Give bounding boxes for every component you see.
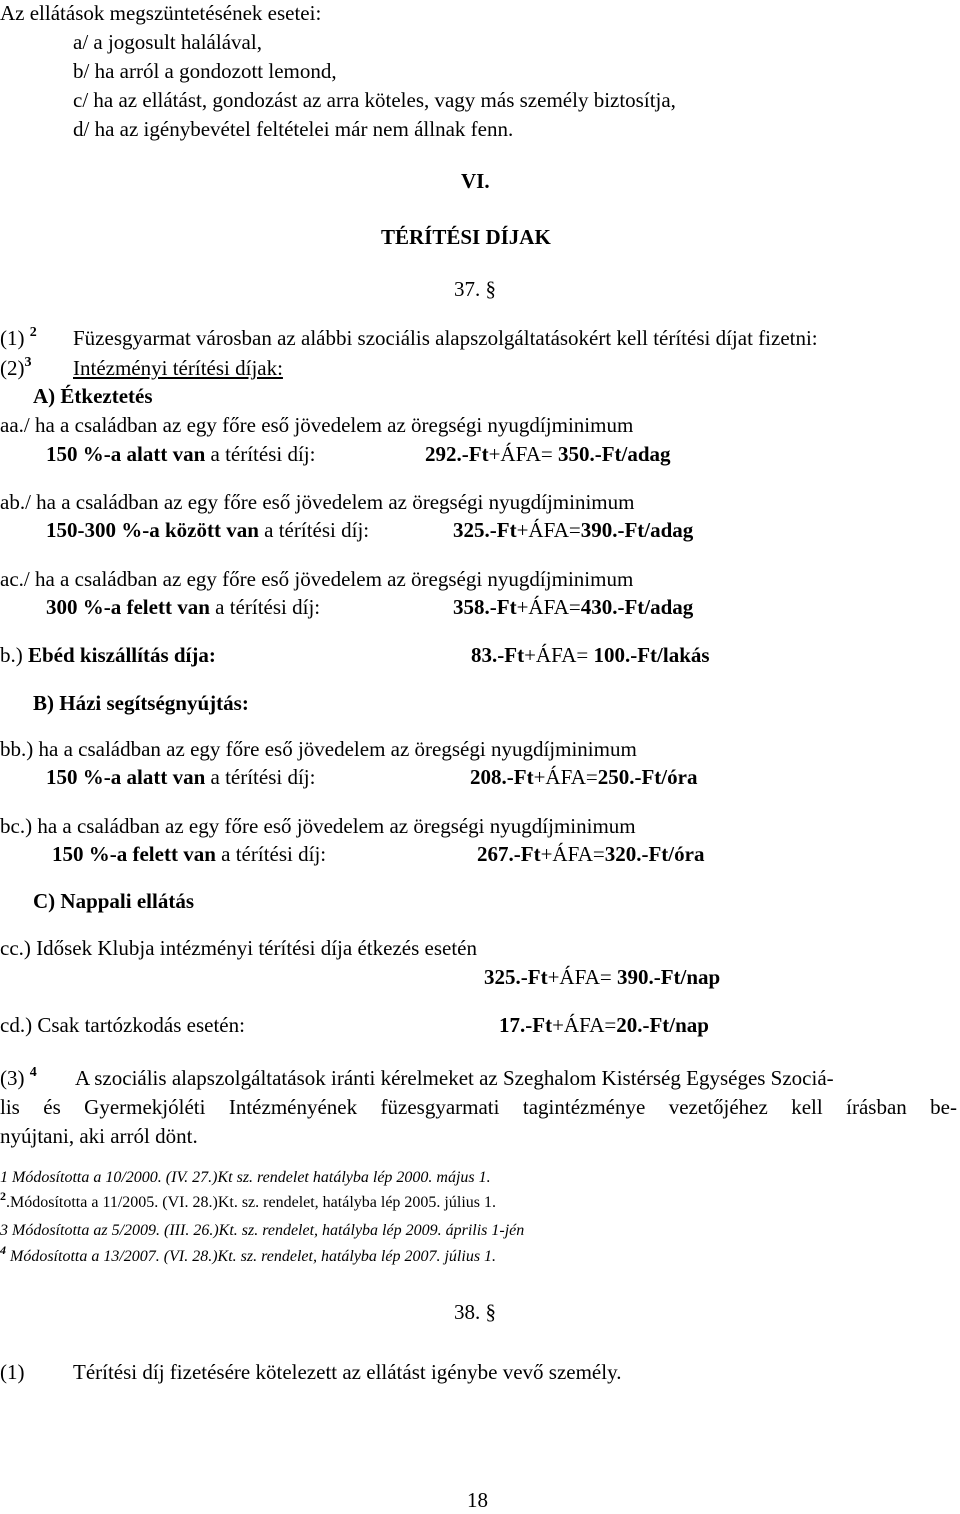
item-b-prefix: b.) — [0, 643, 23, 667]
chapter-number: VI. — [461, 169, 490, 193]
intro-item-c: c/ ha az ellátást, gondozást az arra köteles, vagy más személy biztosítja, — [73, 88, 676, 112]
item-ac-fee-label: a térítési díj: — [209, 595, 321, 619]
item-cd-price-gross: 20.-Ft/nap — [616, 1013, 709, 1037]
section-37-p3-number — [0, 1065, 37, 1090]
item-aa-price-net: 292.-Ft — [425, 442, 489, 466]
item-bb-condition: 150 %-a alatt van — [46, 765, 206, 789]
item-aa-prefix: aa. — [0, 413, 24, 437]
item-bc-price-net: 267.-Ft — [477, 842, 541, 866]
p1-text: Füzesgyarmat városban az alábbi szociális alapszolgáltatásokért kell térítési díjat fizetni: — [73, 326, 818, 350]
footnote-2-text: .Módosította a 11/2005. (VI. 28.)Kt. sz. rendelet, hatályba lép 2005. július 1. — [6, 1194, 496, 1211]
footnote-1-text: Módosította a 10/2000. (IV. 27.)Kt sz. rendelet hatályba lép 2000. május 1. — [8, 1169, 491, 1186]
item-bb-price — [470, 767, 697, 788]
item-bc-condition: 150 %-a felett van — [52, 842, 216, 866]
p2-text: Intézményi térítési díjak: — [73, 356, 283, 380]
item-aa-condition: 150 %-a alatt van — [46, 442, 206, 466]
chapter-title: TÉRÍTÉSI DÍJAK — [381, 225, 551, 249]
p3-line2: lis és Gyermekjóléti Intézményének füzesgyarmati tagintézménye vezetőjéhez kell írásban be- — [0, 1095, 957, 1119]
item-cc-price-net: 325.-Ft — [484, 965, 548, 989]
item-cc-prefix: cc.) — [0, 936, 31, 960]
item-ab-price — [453, 520, 693, 541]
item-ab-prefix: ab. — [0, 490, 26, 514]
footnote-4-mark: 4 — [0, 1243, 6, 1257]
item-b-price-gross: 100.-Ft/lakás — [593, 643, 710, 667]
footnote-4 — [0, 1243, 497, 1265]
item-bc-text: ha a családban az egy főre eső jövedelem az öregségi nyugdíjminimum — [32, 814, 636, 838]
item-bc-price-gross: 320.-Ft/óra — [604, 842, 705, 866]
item-ac-price — [453, 597, 693, 618]
item-bc-line1 — [0, 816, 636, 837]
item-b-price — [471, 645, 710, 666]
item-cc-price — [484, 967, 720, 988]
item-aa-line1 — [0, 415, 633, 436]
item-ac-prefix: ac. — [0, 567, 24, 591]
item-aa-price-gross: 350.-Ft/adag — [557, 442, 671, 466]
p3-footnote-ref: 4 — [29, 1065, 37, 1080]
item-cd-vat: +ÁFA= — [552, 1013, 617, 1037]
p3-line3: nyújtani, aki arról dönt. — [0, 1124, 198, 1148]
p3-line1: A szociális alapszolgáltatások iránti kérelmeket az Szeghalom Kistérség Egységes Szociá- — [75, 1066, 834, 1090]
item-cc-line1 — [0, 938, 477, 959]
item-bb-line2 — [46, 767, 315, 788]
item-ac-condition: 300 %-a felett van — [46, 595, 210, 619]
item-aa-text: / ha a családban az egy főre eső jövedelem az öregségi nyugdíjminimum — [23, 413, 634, 437]
item-cc-price-gross: 390.-Ft/nap — [616, 965, 721, 989]
item-ac-line2 — [46, 597, 320, 618]
item-cd-price — [499, 1015, 709, 1036]
item-ab-vat: +ÁFA= — [516, 518, 581, 542]
item-bc-fee-label: a térítési díj: — [215, 842, 327, 866]
footnote-4-text: Módosította a 13/2007. (VI. 28.)Kt. sz. rendelet, hatályba lép 2007. július 1. — [6, 1248, 497, 1265]
footnote-1-mark: 1 — [0, 1169, 8, 1186]
section-a-title: A) Étkeztetés — [33, 384, 153, 408]
section-b-title: B) Házi segítségnyújtás: — [33, 691, 249, 715]
item-bb-line1 — [0, 739, 637, 760]
p2-number: (2) — [0, 356, 25, 380]
item-b-line — [0, 645, 216, 666]
item-cd-price-net: 17.-Ft — [499, 1013, 553, 1037]
item-aa-vat: +ÁFA= — [488, 442, 558, 466]
footnote-3 — [0, 1223, 524, 1239]
item-ab-text: / ha a családban az egy főre eső jövedelem az öregségi nyugdíjminimum — [25, 490, 635, 514]
intro-heading: Az ellátások megszüntetésének esetei: — [0, 1, 322, 25]
section-38-label: 38. § — [454, 1300, 496, 1324]
section-37-p2 — [0, 355, 32, 380]
item-cd-prefix: cd.) — [0, 1013, 33, 1037]
item-ac-line1 — [0, 569, 633, 590]
item-bc-vat: +ÁFA= — [540, 842, 605, 866]
footnote-2 — [0, 1189, 496, 1211]
item-ac-vat: +ÁFA= — [516, 595, 581, 619]
section-37-p1 — [0, 325, 37, 350]
item-bb-prefix: bb.) — [0, 737, 34, 761]
item-ac-price-gross: 430.-Ft/adag — [580, 595, 694, 619]
item-bb-fee-label: a térítési díj: — [205, 765, 316, 789]
section-38-p1-number: (1) — [0, 1360, 25, 1384]
section-38-p1-text: Térítési díj fizetésére kötelezett az ellátást igénybe vevő személy. — [73, 1360, 622, 1384]
intro-item-b: b/ ha arról a gondozott lemond, — [73, 59, 337, 83]
item-ab-price-gross: 390.-Ft/adag — [580, 518, 694, 542]
item-cd-label: Csak tartózkodás esetén: — [32, 1013, 245, 1037]
item-bb-text: ha a családban az egy főre eső jövedelem az öregségi nyugdíjminimum — [33, 737, 637, 761]
footnote-2-mark: 2 — [0, 1189, 6, 1203]
item-bc-line2 — [52, 844, 326, 865]
footnote-1 — [0, 1170, 491, 1186]
item-ab-price-net: 325.-Ft — [453, 518, 517, 542]
item-ab-line1 — [0, 492, 634, 513]
p3-number: (3) — [0, 1066, 25, 1090]
section-c-title: C) Nappali ellátás — [33, 889, 195, 913]
intro-item-d: d/ ha az igénybevétel feltételei már nem állnak fenn. — [73, 117, 514, 141]
item-b-price-net: 83.-Ft — [471, 643, 525, 667]
item-cd-line — [0, 1015, 245, 1036]
p1-number: (1) — [0, 326, 25, 350]
item-bc-prefix: bc.) — [0, 814, 33, 838]
item-ab-condition: 150-300 %-a között van — [46, 518, 259, 542]
item-ab-line2 — [46, 520, 369, 541]
item-aa-price — [425, 444, 671, 465]
p2-footnote-ref: 3 — [24, 355, 32, 370]
item-b-label: Ebéd kiszállítás díja: — [22, 643, 216, 667]
item-cc-vat: +ÁFA= — [547, 965, 617, 989]
item-bb-price-gross: 250.-Ft/óra — [597, 765, 698, 789]
item-ac-price-net: 358.-Ft — [453, 595, 517, 619]
section-37-label: 37. § — [454, 277, 496, 301]
item-b-vat: +ÁFA= — [524, 643, 594, 667]
footnote-3-text: Módosította az 5/2009. (III. 26.)Kt. sz. rendelet, hatályba lép 2009. április 1-jén — [8, 1222, 525, 1239]
footnote-3-mark: 3 — [0, 1222, 8, 1239]
item-ab-fee-label: a térítési díj: — [258, 518, 370, 542]
item-bb-vat: +ÁFA= — [533, 765, 598, 789]
item-aa-fee-label: a térítési díj: — [205, 442, 316, 466]
page-number: 18 — [467, 1488, 488, 1512]
item-cc-text: Idősek Klubja intézményi térítési díja étkezés esetén — [30, 936, 477, 960]
p1-footnote-ref: 2 — [29, 325, 37, 340]
item-ac-text: / ha a családban az egy főre eső jövedelem az öregségi nyugdíjminimum — [23, 567, 634, 591]
item-aa-line2 — [46, 444, 315, 465]
item-bc-price — [477, 844, 704, 865]
item-bb-price-net: 208.-Ft — [470, 765, 534, 789]
intro-item-a: a/ a jogosult halálával, — [73, 30, 262, 54]
